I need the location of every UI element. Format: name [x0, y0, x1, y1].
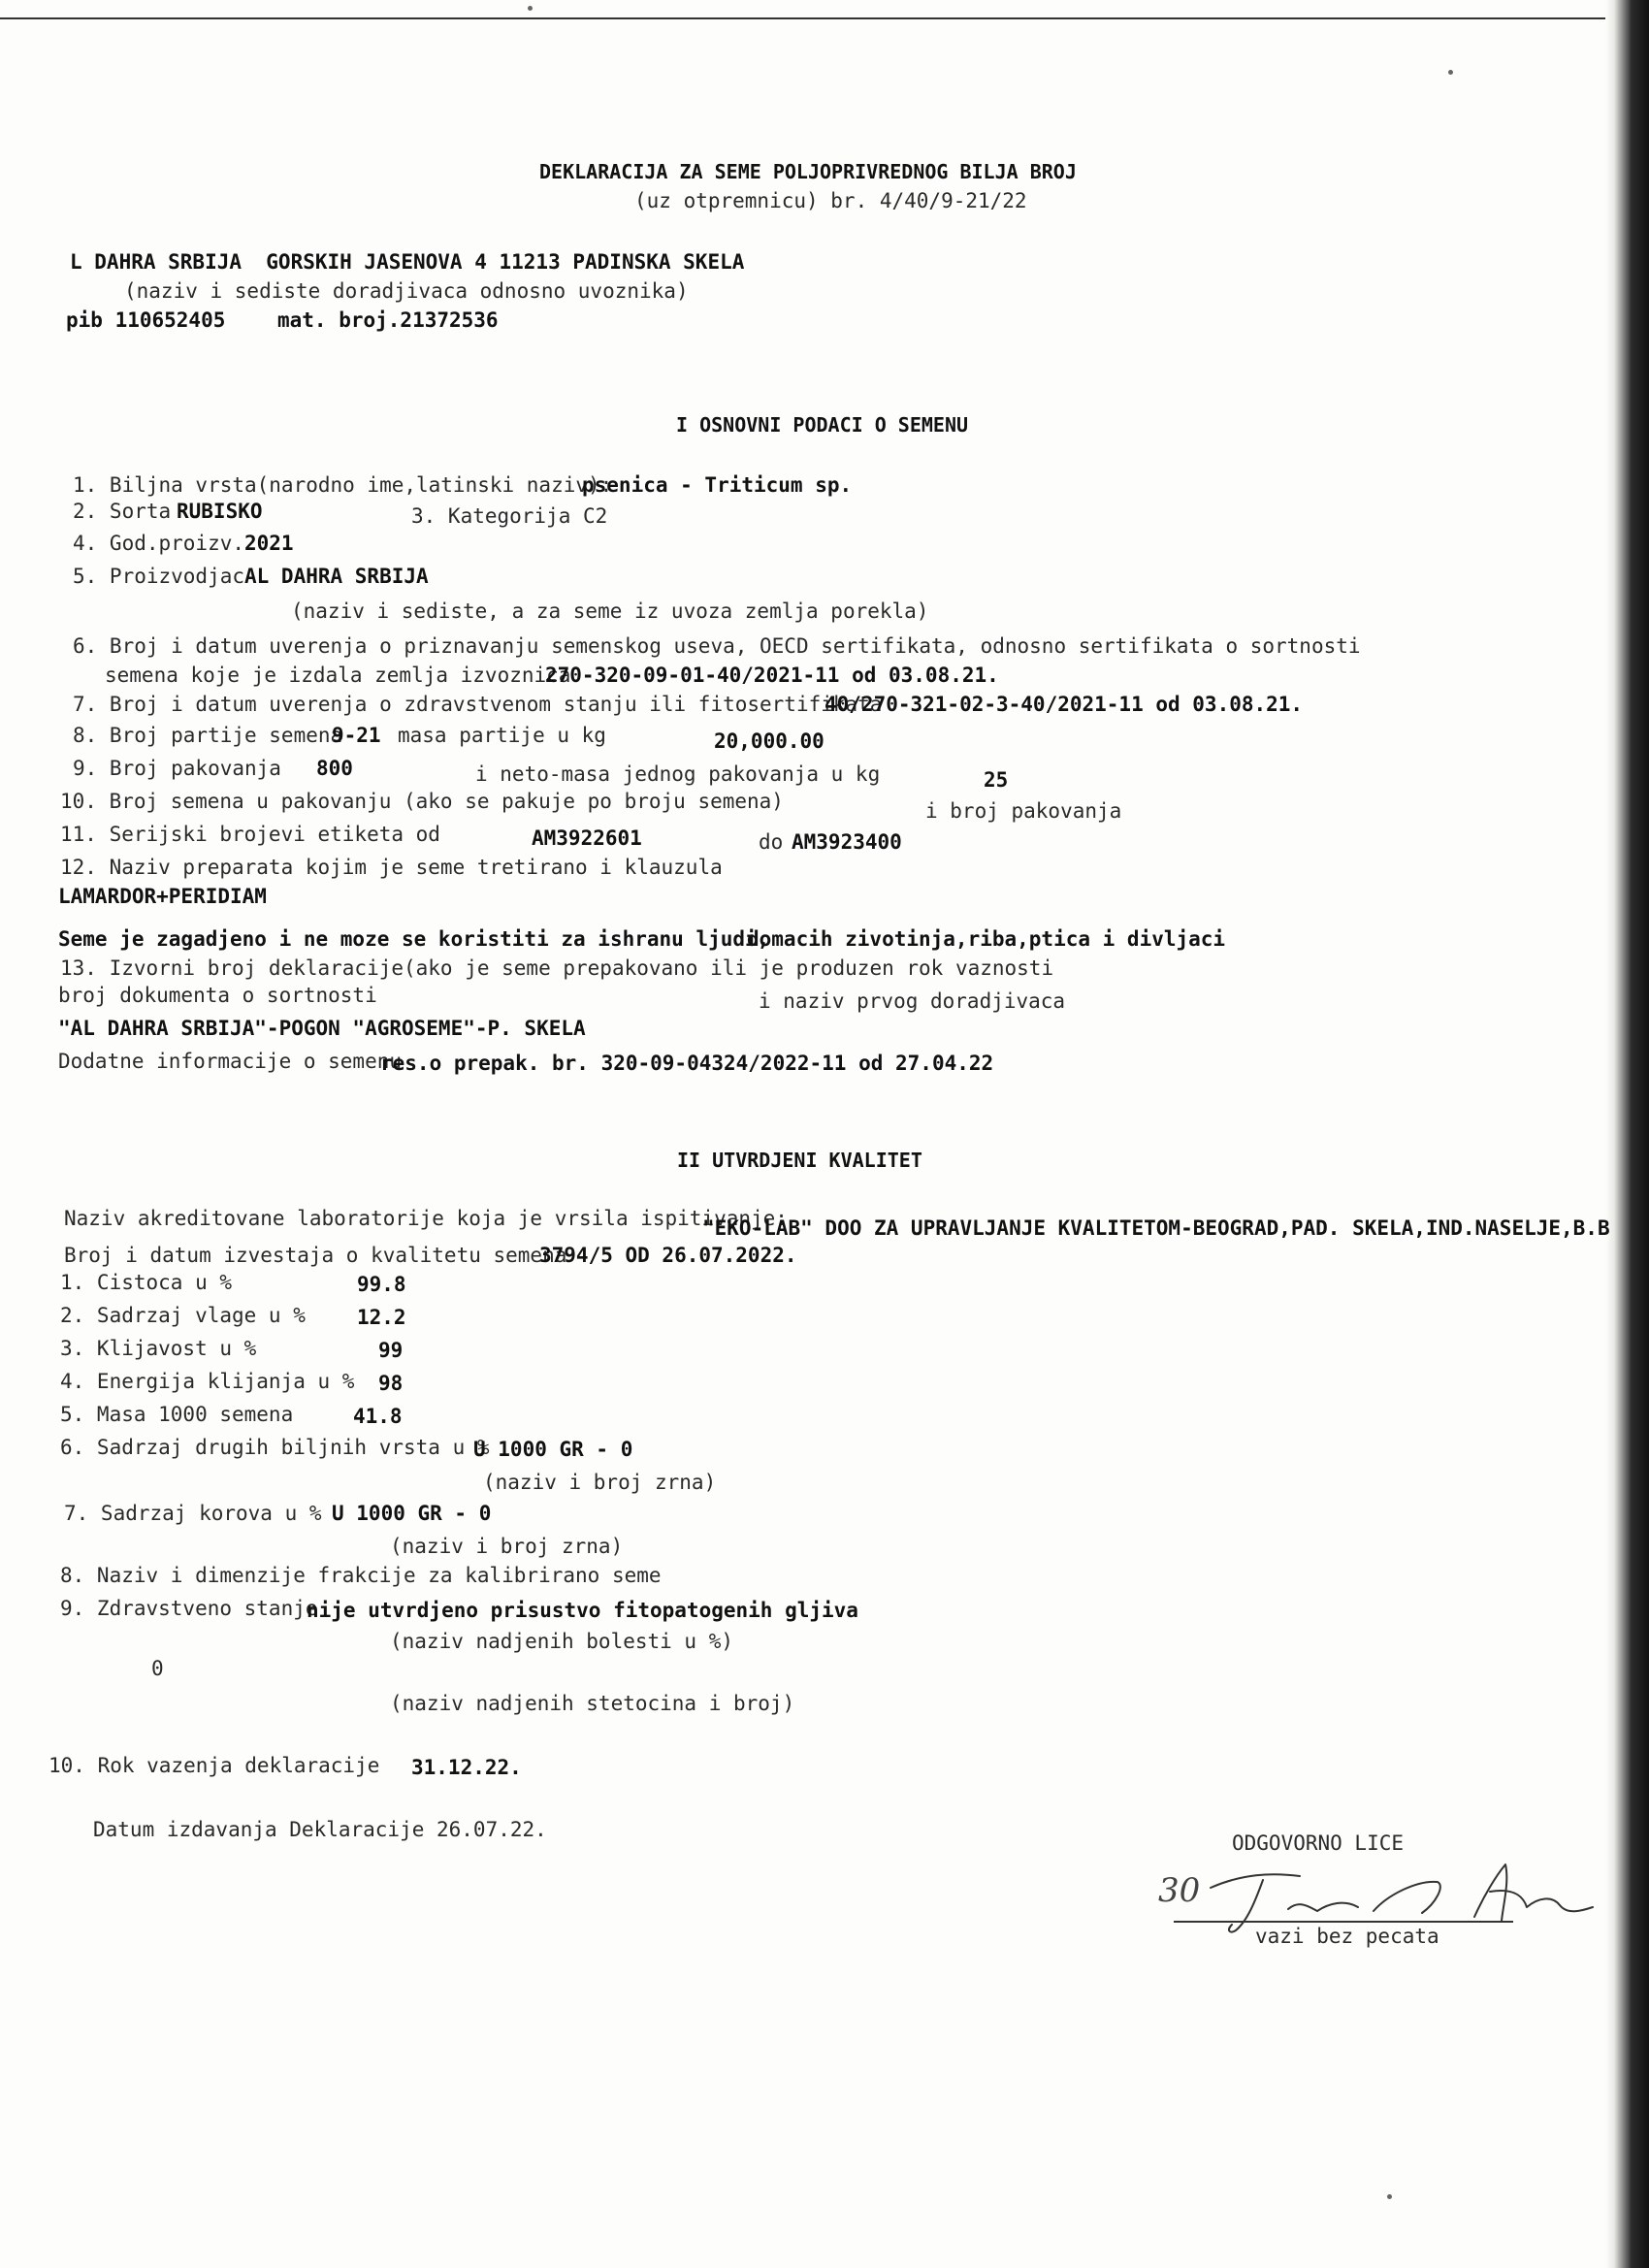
section2-heading: II UTVRDJENI KVALITET [677, 1149, 922, 1172]
field-label: 2. Sorta [73, 500, 172, 523]
validity-value: 31.12.22. [411, 1756, 522, 1779]
field-label: Naziv akreditovane laboratorije koja je vrsila ispitivanje: [64, 1207, 788, 1230]
phytocertificate-value: 40/270-321-02-3-40/2021-11 od 03.08.21. [824, 693, 1304, 716]
field-caption: (naziv i broj zrna) [483, 1471, 717, 1494]
certificate-value: 270-320-09-01-40/2021-11 od 03.08.21. [545, 664, 999, 687]
field-label: 4. God.proizv. [73, 532, 245, 555]
field-label: i neto-masa jednog pakovanja u kg [475, 762, 881, 786]
field-label: 11. Serijski brojevi etiketa od [60, 823, 440, 846]
company-address: L DAHRA SRBIJA GORSKIH JASENOVA 4 11213 PADINSKA SKELA [70, 250, 745, 274]
responsible-person-label: ODGOVORNO LICE [1232, 1831, 1405, 1855]
document-subtitle: (uz otpremnicu) br. 4/40/9-21/22 [634, 189, 1027, 212]
field-label: 1. Biljna vrsta(narodno ime,latinski naziv): [73, 473, 613, 497]
quality-label: 10. Rok vazenja deklaracije [48, 1754, 380, 1777]
package-mass-value: 25 [984, 768, 1009, 792]
thousand-seed-mass-value: 41.8 [353, 1405, 403, 1428]
moisture-value: 12.2 [357, 1306, 406, 1329]
document-title: DEKLARACIJA ZA SEME POLJOPRIVREDNOG BILJA BROJ [539, 160, 1077, 183]
first-processor-value: "AL DAHRA SRBIJA"-POGON "AGROSEME"-P. SKELA [58, 1017, 586, 1040]
package-count-value: 800 [316, 757, 353, 780]
plant-species-value: psenica - Triticum sp. [582, 473, 853, 497]
field-label: 10. Broj semena u pakovanju (ako se pakuje po broju semena) [60, 790, 784, 813]
field-label: semena koje je izdala zemlja izvoznica [105, 664, 571, 687]
quality-label: 4. Energija klijanja u % [60, 1370, 355, 1393]
field-label: 6. Broj i datum uverenja o priznavanju semenskog useva, OECD sertifikata, odnosno sertifikata o sortnosti [73, 634, 1361, 658]
signature-text: 30 [1158, 1871, 1201, 1910]
treatment-clause-cont: domacih zivotinja,riba,ptica i divljaci [747, 927, 1226, 951]
lot-mass-value: 20,000.00 [714, 729, 824, 753]
quality-label: 6. Sadrzaj drugih biljnih vrsta u % [60, 1436, 490, 1459]
report-value: 3794/5 OD 26.07.2022. [539, 1244, 797, 1267]
scan-edge-shadow [1605, 0, 1649, 2268]
pests-value: 0 [151, 1657, 164, 1680]
treatment-clause: Seme je zagadjeno i ne moze se koristiti za ishranu ljudi, [58, 927, 770, 951]
field-label: 13. Izvorni broj deklaracije(ako je seme prepakovano ili je produzen rok vaznosti [60, 956, 1054, 980]
scan-speck [1448, 70, 1453, 75]
weeds-value: U 1000 GR - 0 [332, 1502, 492, 1525]
health-status-value: nije utvrdjeno prisustvo fitopatogenih gljiva [307, 1599, 858, 1622]
producer-value: AL DAHRA SRBIJA [244, 565, 429, 588]
field-label: Broj i datum izvestaja o kvalitetu semena [64, 1244, 567, 1267]
scan-speck [528, 6, 533, 11]
purity-value: 99.8 [357, 1273, 406, 1296]
variety-value: RUBISKO [177, 500, 263, 523]
lot-number-value: 9-21 [332, 724, 381, 747]
quality-label: 2. Sadrzaj vlage u % [60, 1304, 306, 1327]
germination-value: 99 [378, 1339, 404, 1362]
field-label: 5. Proizvodjac [73, 565, 245, 588]
field-label: do [759, 830, 784, 854]
label-serial-from: AM3922601 [532, 826, 642, 850]
production-year-value: 2021 [244, 532, 294, 555]
treatment-value: LAMARDOR+PERIDIAM [58, 885, 267, 908]
quality-label: 5. Masa 1000 semena [60, 1403, 294, 1426]
quality-label: 3. Klijavost u % [60, 1337, 257, 1360]
other-species-value: U 1000 GR - 0 [473, 1438, 633, 1461]
signature-line [1174, 1921, 1513, 1923]
no-seal-note: vazi bez pecata [1255, 1925, 1439, 1948]
field-label: i broj pakovanja [925, 799, 1122, 823]
field-label: 7. Broj i datum uverenja o zdravstvenom stanju ili fitosertifikata [73, 693, 883, 716]
mat-number: mat. broj.21372536 [277, 308, 499, 332]
label-serial-to: AM3923400 [792, 830, 902, 854]
field-caption: (naziv i broj zrna) [390, 1535, 624, 1558]
quality-label: 7. Sadrzaj korova u % [64, 1502, 322, 1525]
field-label: broj dokumenta o sortnosti [58, 984, 377, 1007]
field-caption: (naziv nadjenih stetocina i broj) [390, 1692, 795, 1715]
field-label: masa partije u kg [398, 724, 606, 747]
scan-speck [1387, 2194, 1392, 2199]
quality-label: 8. Naziv i dimenzije frakcije za kalibrirano seme [60, 1564, 662, 1587]
quality-label: 1. Cistoca u % [60, 1271, 233, 1294]
pib-number: pib 110652405 [66, 308, 226, 332]
field-label: 12. Naziv preparata kojim je seme tretirano i klauzula [60, 856, 723, 879]
producer-caption: (naziv i sediste, a za seme iz uvoza zemlja porekla) [291, 599, 929, 623]
quality-label: 9. Zdravstveno stanje [60, 1597, 318, 1620]
field-label: 9. Broj pakovanja [73, 757, 281, 780]
field-caption: (naziv nadjenih bolesti u %) [390, 1630, 734, 1653]
section1-heading: I OSNOVNI PODACI O SEMENU [676, 413, 969, 437]
top-border-line [0, 17, 1610, 19]
additional-info-value: res.o prepak. br. 320-09-04324/2022-11 od 27.04.22 [380, 1052, 994, 1075]
company-caption: (naziv i sediste doradjivaca odnosno uvoznika) [124, 279, 689, 303]
issue-date: Datum izdavanja Deklaracije 26.07.22. [93, 1818, 547, 1841]
laboratory-value: "EKO-LAB" DOO ZA UPRAVLJANJE KVALITETOM-BEOGRAD,PAD. SKELA,IND.NASELJE,B.B [702, 1216, 1610, 1240]
category-field: 3. Kategorija C2 [411, 504, 608, 528]
germination-energy-value: 98 [378, 1372, 404, 1395]
field-label: Dodatne informacije o semenu [58, 1050, 403, 1073]
field-label: i naziv prvog doradjivaca [759, 989, 1066, 1013]
field-label: 8. Broj partije semena [73, 724, 343, 747]
